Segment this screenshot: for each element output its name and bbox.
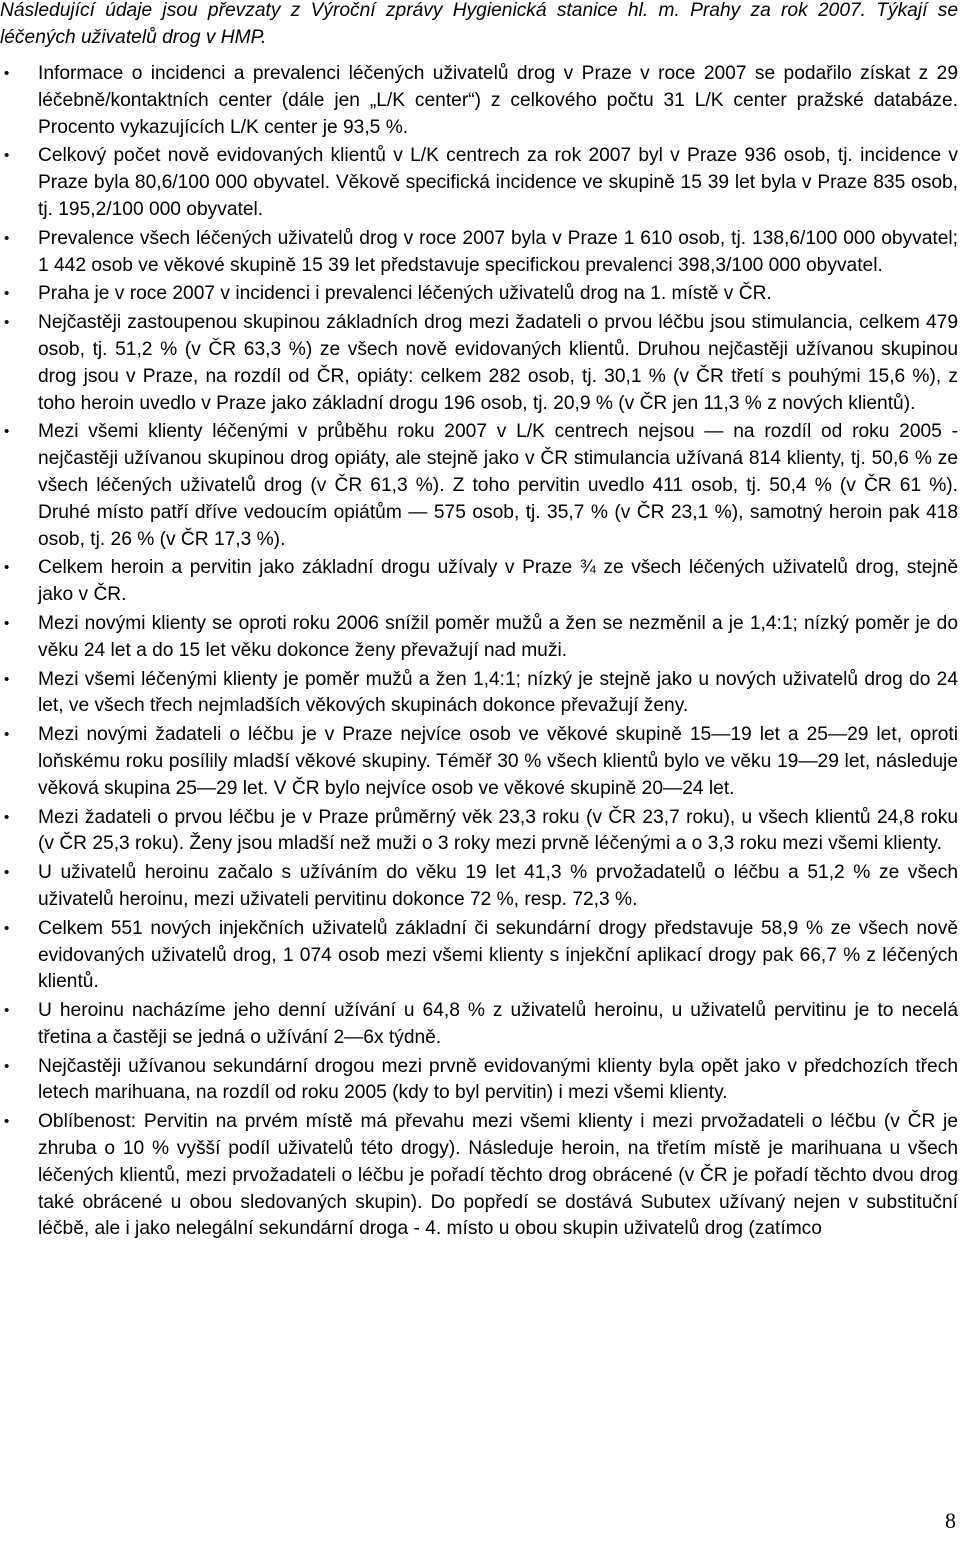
list-item-text: Celkem 551 nových injekčních uživatelů základní či sekundární drogy představuje 58,9 % ze všech nově evidovaných uživatelů drog, 1 074 osob mezi všemi klienty s injekční aplikací drogy pak 66,7 % z léčených klientů. <box>38 917 958 993</box>
page-number: 8 <box>945 1508 956 1533</box>
list-item <box>0 226 958 280</box>
list-item <box>0 998 958 1052</box>
bullet-icon: • <box>4 864 10 882</box>
list-item <box>0 860 958 914</box>
bullet-icon: • <box>4 559 10 577</box>
bullet-icon: • <box>4 808 10 826</box>
bullet-icon: • <box>4 285 10 303</box>
bullet-icon: • <box>4 423 10 441</box>
bullet-list <box>0 61 958 1245</box>
list-item <box>0 667 958 721</box>
list-item-text: Mezi všemi léčenými klienty je poměr mužů a žen 1,4:1; nízký je stejně jako u nových uživatelů drog do 24 let, ve všech třech nejmladších věkových skupinách dokonce převažují ženy. <box>38 668 958 717</box>
list-item-text: Mezi novými klienty se oproti roku 2006 snížil poměr mužů a žen se nezměnil a je 1,4:1; nízký poměr je do věku 24 let a do 15 let věku dokonce ženy převažují nad muži. <box>38 612 958 661</box>
list-item <box>0 61 958 141</box>
list-item-text: Mezi všemi klienty léčenými v průběhu roku 2007 v L/K centrech nejsou — na rozdíl od roku 2005 - nejčastěji užívanou skupinou drog opiáty, ale stejně jako v ČR stimulancia užívaná 814 klienty, tj. 50,6 % ze všech léčených uživatelů drog (v ČR 61,3 %). Z toho pervitin uvedlo 411 osob, tj. 50,4 % (v ČR 61 %). Druhé místo patří dříve vedoucím opiátům — 575 osob, tj. 35,7 % (v ČR 23,1 %), samotný heroin pak 418 osob, tj. 26 % (v ČR 17,3 %). <box>38 421 958 550</box>
list-item <box>0 722 958 802</box>
list-item-text: Praha je v roce 2007 v incidenci i prevalenci léčených uživatelů drog na 1. místě v ČR. <box>38 283 772 305</box>
list-item-text: Mezi novými žadateli o léčbu je v Praze nejvíce osob ve věkové skupině 15—19 let a 25—29 let, oproti loňskému roku posílily mladší věkové skupiny. Téměř 30 % všech klientů bylo ve věku 19—29 let, následuje věková skupina 25—29 let. V ČR bylo nejvíce osob ve věkové skupině 20—24 let. <box>38 724 958 799</box>
list-item <box>0 805 958 859</box>
list-item-text: U heroinu nacházíme jeho denní užívání u 64,8 % z uživatelů heroinu, u uživatelů pervitinu je to necelá třetina a častěji se jedná o užívání 2—6x týdně. <box>38 1000 958 1048</box>
bullet-icon: • <box>4 726 10 744</box>
list-item <box>0 611 958 665</box>
bullet-icon: • <box>4 670 10 688</box>
list-item <box>0 555 958 609</box>
list-item <box>0 310 958 417</box>
list-item-text: Celkový počet nově evidovaných klientů v L/K centrech za rok 2007 byl v Praze 936 osob, tj. incidence v Praze byla 80,6/100 000 obyvatel. Věkově specifická incidence ve skupině 15 39 let byla v Praze 835 osob, tj. 195,2/100 000 obyvatel. <box>38 145 958 220</box>
intro-paragraph: Následující údaje jsou převzaty z Výroční zprávy Hygienická stanice hl. m. Prahy za rok 2007. Týkají se léčených uživatelů drog v HMP. <box>0 0 958 48</box>
bullet-icon: • <box>4 147 10 165</box>
bullet-icon: • <box>4 919 10 937</box>
list-item-text: Oblíbenost: Pervitin na prvém místě má převahu mezi všemi klienty i mezi prvožadateli o léčbu (v ČR je zhruba o 10 % vyšší podíl uživatelů této drogy). Následuje heroin, na třetím místě je marihuana u všech léčených klientů, mezi prvožadateli o léčbu je pořadí těchto drog obrácené (v ČR je pořadí těchto dvou drog také obrácené u obou sledovaných skupin). Do popředí se dostává Subutex užívaný nejen v substituční léčbě, ale i jako nelegální sekundární droga - 4. místo u obou skupin uživatelů drog (zatímco <box>38 1111 958 1240</box>
bullet-icon: • <box>4 229 10 247</box>
list-item-text: Informace o incidenci a prevalenci léčených uživatelů drog v Praze v roce 2007 se podařilo získat z 29 léčebně/kontaktních center (dále jen „L/K center“) z celkového počtu 31 L/K center pražské databáze. Procento vykazujících L/K center je 93,5 %. <box>38 63 958 138</box>
bullet-icon: • <box>4 1113 10 1131</box>
list-item <box>0 1054 958 1108</box>
list-item-text: Mezi žadateli o prvou léčbu je v Praze průměrný věk 23,3 roku (v ČR 23,7 roku), u všech klientů 24,8 roku (v ČR 25,3 roku). Ženy jsou mladší než muži o 3 roky mezi prvně léčenými a o 3,3 roku mezi všemi klienty. <box>38 806 958 855</box>
list-item-text: Prevalence všech léčených uživatelů drog v roce 2007 byla v Praze 1 610 osob, tj. 138,6/100 000 obyvatel; 1 442 osob ve věkové skupině 15 39 let představuje specifickou prevalenci 398,3/100 000 obyvatel. <box>38 227 958 276</box>
bullet-icon: • <box>4 314 10 332</box>
list-item-text: Nejčastěji užívanou sekundární drogou mezi prvně evidovanými klienty byla opět jako v předchozích třech letech marihuana, na rozdíl od roku 2005 (kdy to byl pervitin) i mezi všemi klienty. <box>38 1055 958 1104</box>
bullet-icon: • <box>4 1057 10 1075</box>
list-item-text: U uživatelů heroinu začalo s užíváním do věku 19 let 41,3 % prvožadatelů o léčbu a 51,2 % ze všech uživatelů heroinu, mezi uživateli pervitinu dokonce 72 %, resp. 72,3 %. <box>38 862 958 910</box>
bullet-icon: • <box>4 1002 10 1020</box>
list-item <box>0 1109 958 1243</box>
list-item <box>0 419 958 553</box>
list-item-text: Celkem heroin a pervitin jako základní drogu užívaly v Praze ¾ ze všech léčených uživatelů drog, stejně jako v ČR. <box>38 557 958 606</box>
list-item <box>0 281 958 308</box>
list-item <box>0 143 958 223</box>
bullet-icon: • <box>4 65 10 82</box>
bullet-icon: • <box>4 614 10 632</box>
list-item <box>0 916 958 996</box>
list-item-text: Nejčastěji zastoupenou skupinou základních drog mezi žadateli o prvou léčbu jsou stimulancia, celkem 479 osob, tj. 51,2 % (v ČR 63,3 %) ze všech nově evidovaných klientů. Druhou nejčastěji užívanou skupinou drog jsou v Praze, na rozdíl od ČR, opiáty: celkem 282 osob, tj. 30,1 % (v ČR třetí s pouhými 15,6 %), z toho heroin uvedlo v Praze jako základní drogu 196 osob, tj. 20,9 % (v ČR jen 11,3 % z nových klientů). <box>38 312 958 414</box>
